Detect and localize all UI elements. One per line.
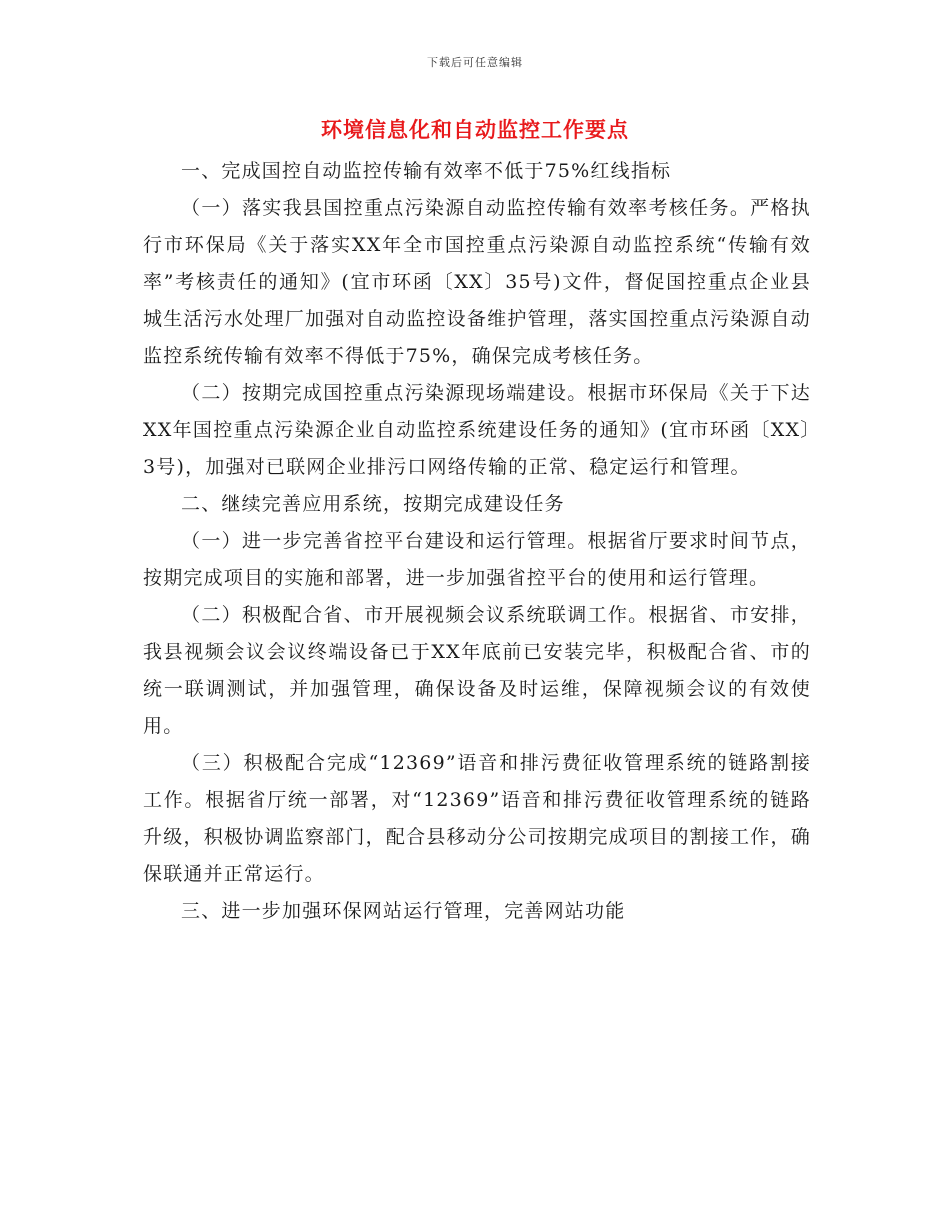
heading-section-3: 三、进一步加强环保网站运行管理，完善网站功能 (181, 900, 626, 922)
paragraph-2-1: （一）进一步完善省控平台建设和运行管理。根据省厅要求时间节点，按期完成项目的实施和部署，进一步加强省控平台的使用和运行管理。 (143, 530, 811, 589)
paragraph-1-1: （一）落实我县国控重点污染源自动监控传输有效率考核任务。严格执行市环保局《关于落实XX年全市国控重点污染源自动监控系统“传输有效率”考核责任的通知》(宜市环函〔XX〕35号)文件，督促国控重点企业县城生活污水处理厂加强对自动监控设备维护管理，落实国控重点污染源自动监控系统传输有效率不得低于75%，确保完成考核任务。 (143, 197, 811, 367)
document-body (143, 153, 811, 930)
heading-section-1: 一、完成国控自动监控传输有效率不低于75%红线指标 (181, 160, 672, 182)
paragraph-2-2: （二）积极配合省、市开展视频会议系统联调工作。根据省、市安排，我县视频会议会议终端设备已于XX年底前已安装完毕，积极配合省、市的统一联调测试，并加强管理，确保设备及时运维，保障视频会议的有效使用。 (143, 604, 811, 737)
document-title: 环境信息化和自动监控工作要点 (321, 118, 629, 142)
paragraph-1-2: （二）按期完成国控重点污染源现场端建设。根据市环保局《关于下达XX年国控重点污染源企业自动监控系统建设任务的通知》(宜市环函〔XX〕3号)，加强对已联网企业排污口网络传输的正常、稳定运行和管理。 (143, 382, 811, 478)
paragraph-2-3: （三）积极配合完成“12369”语音和排污费征收管理系统的链路割接工作。根据省厅统一部署，对“12369”语音和排污费征收管理系统的链路升级，积极协调监察部门，配合县移动分公司按期完成项目的割接工作，确保联通并正常运行。 (143, 752, 811, 885)
header-note: 下载后可任意编辑 (427, 56, 523, 69)
heading-section-2: 二、继续完善应用系统，按期完成建设任务 (181, 493, 565, 515)
